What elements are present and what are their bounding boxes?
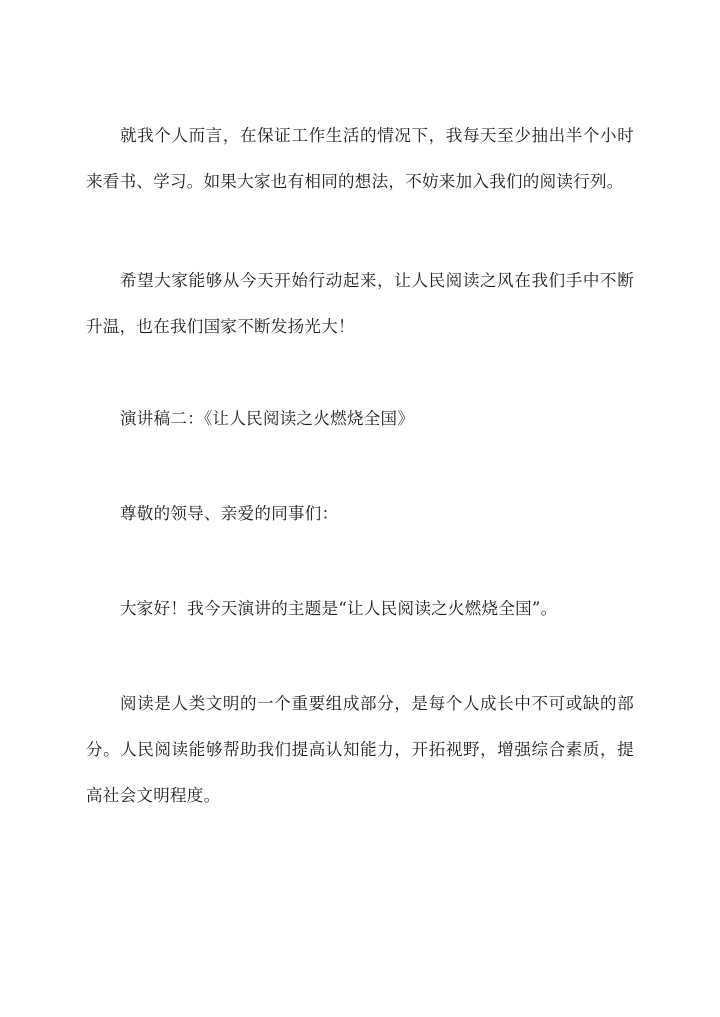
greeting-topic: 大家好！我今天演讲的主题是“让人民阅读之火燃烧全国”。 [120,599,558,618]
salutation: 尊敬的领导、亲爱的同事们： [120,504,339,523]
speech-two-title: 演讲稿二：《让人民阅读之火燃烧全国》 [120,409,415,428]
paragraph-personal-reading: 就我个人而言，在保证工作生活的情况下，我每天至少抽出半个小时来看书、学习。如果大家也有相同的想法，不妨来加入我们的阅读行列。 [86,126,634,191]
paragraph-hope-action: 希望大家能够从今天开始行动起来，让人民阅读之风在我们手中不断升温，也在我们国家不断发扬光大！ [86,271,634,336]
paragraph-reading-importance: 阅读是人类文明的一个重要组成部分，是每个人成长中不可或缺的部分。人民阅读能够帮助我们提高认知能力，开拓视野，增强综合素质，提高社会文明程度。 [86,694,634,805]
